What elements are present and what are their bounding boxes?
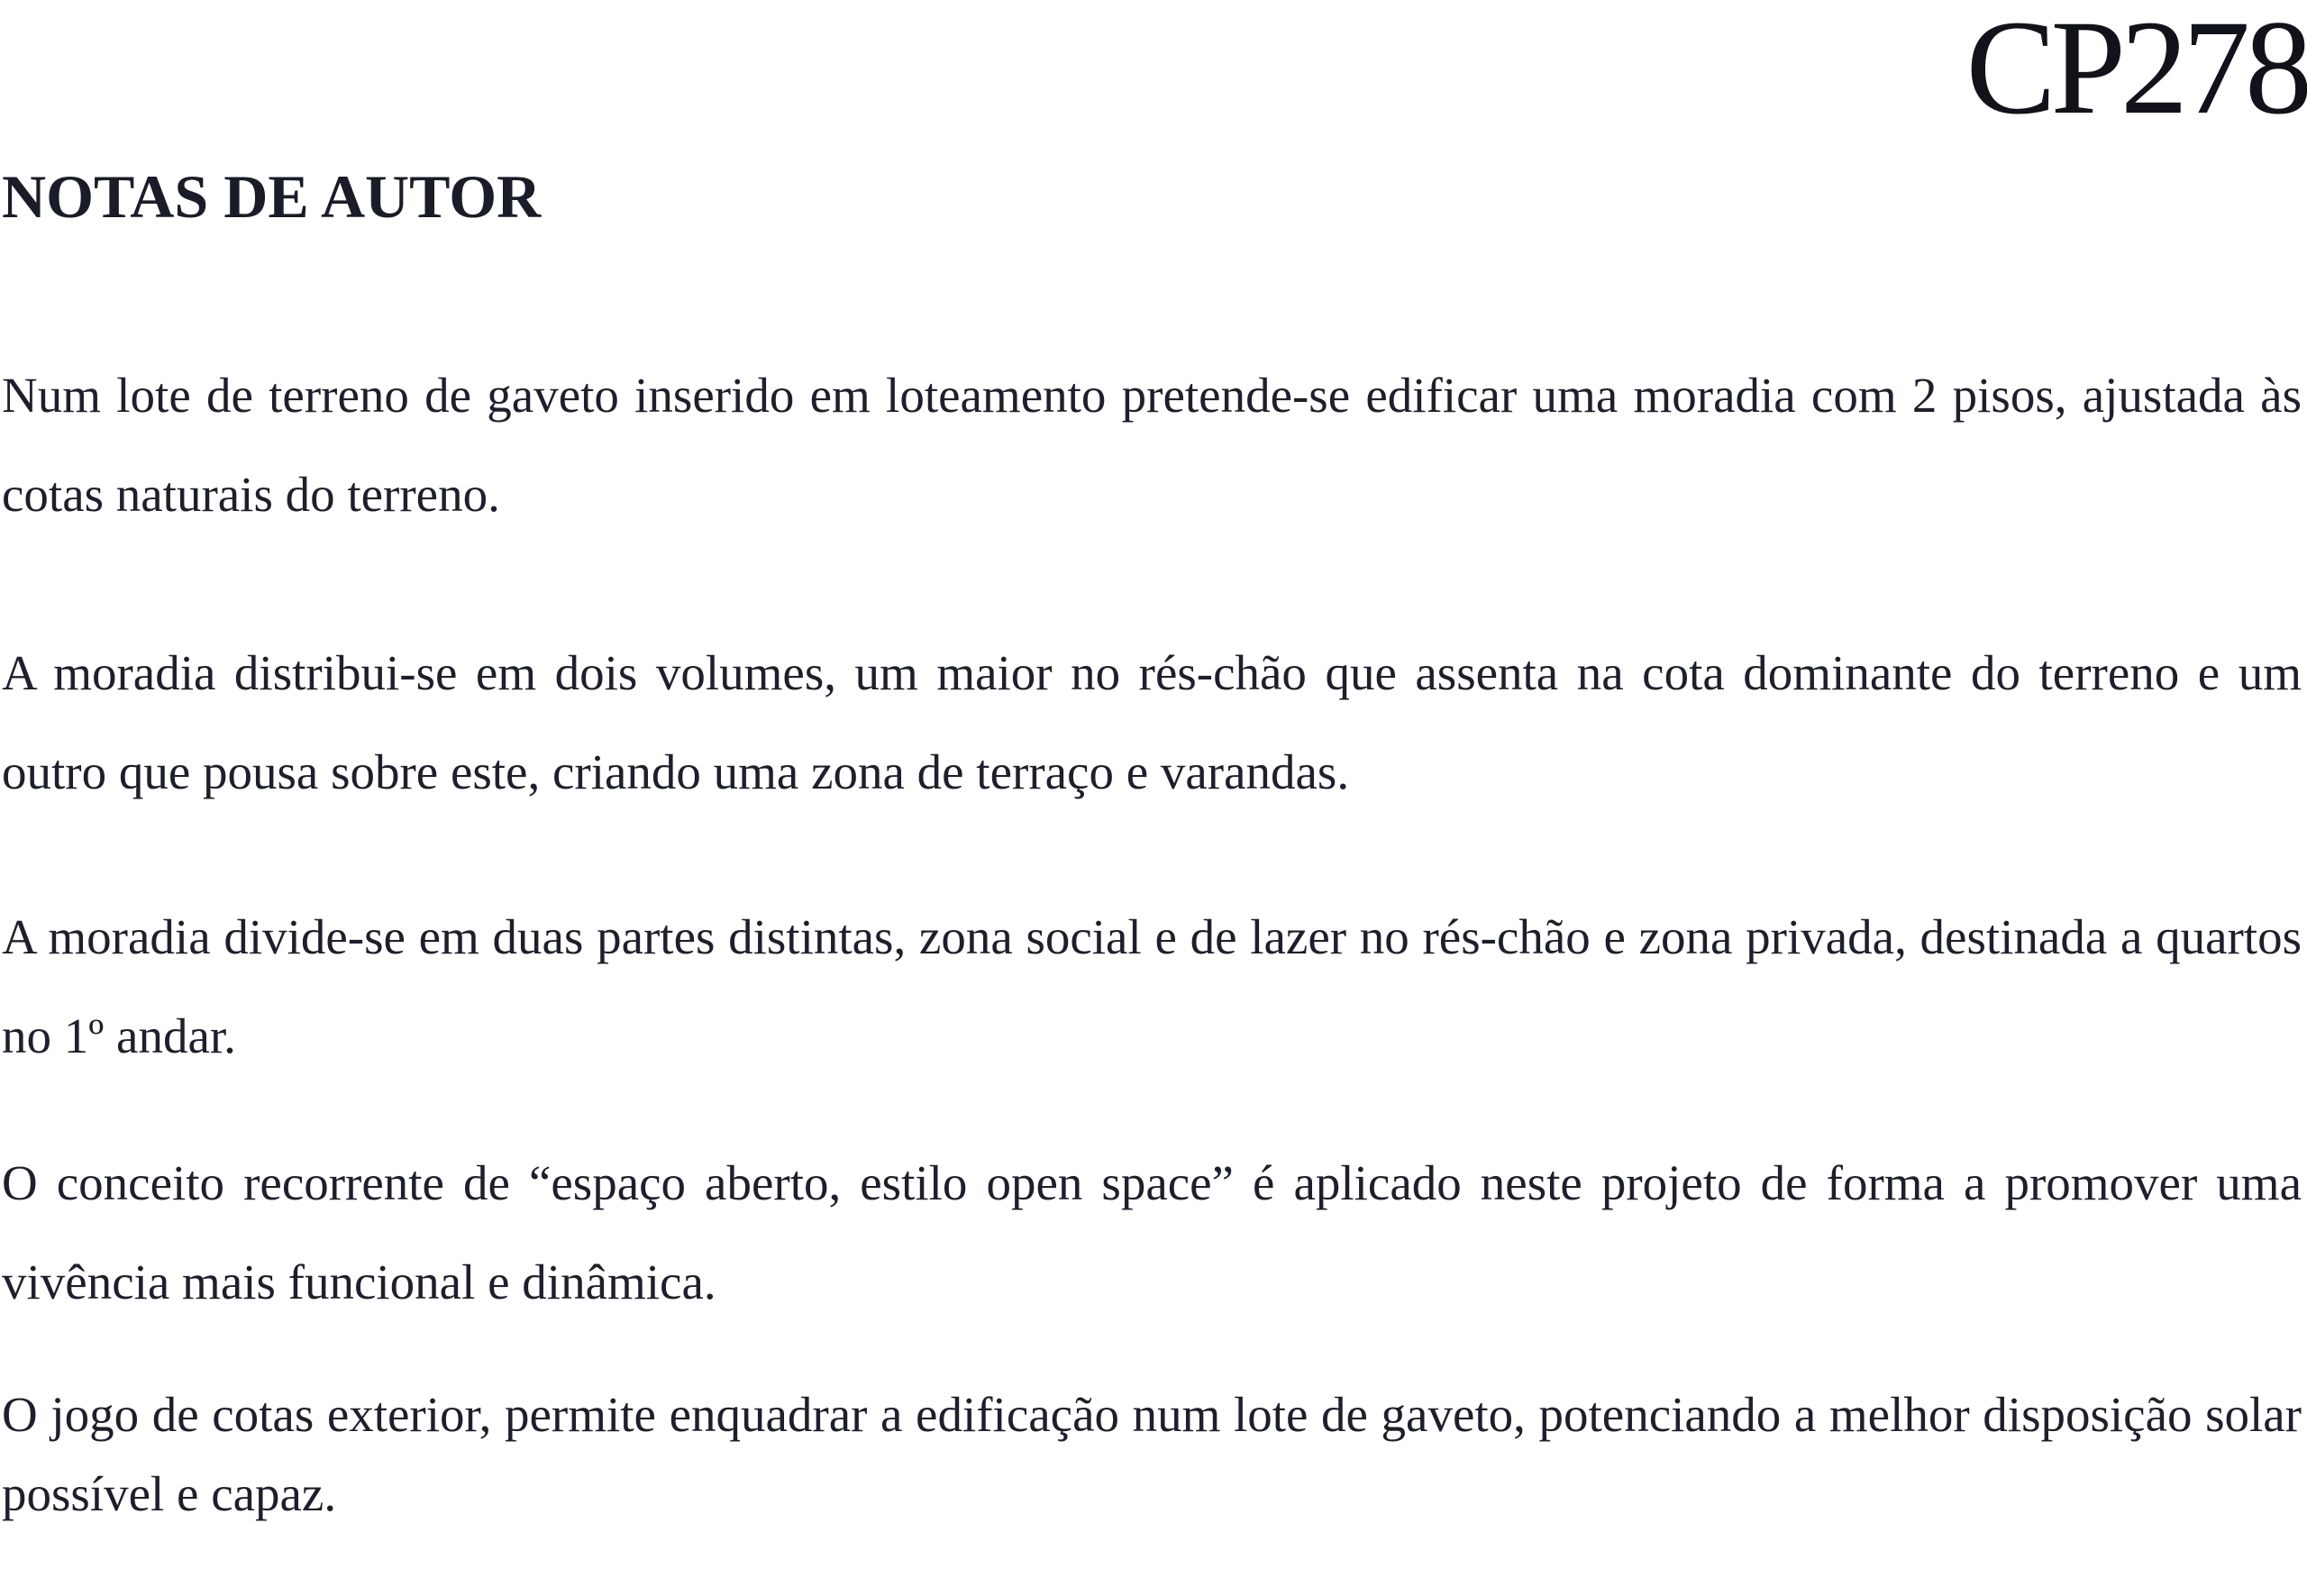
paragraph-3: A moradia divide-se em duas partes distintas, zona social e de lazer no rés-chão e zona privada, destinada a quartos no 1º andar. <box>2 909 2302 1063</box>
paragraph-5: O jogo de cotas exterior, permite enquadrar a edificação num lote de gaveto, potenciando a melhor disposição solar possível e capaz. <box>2 1387 2302 1521</box>
paragraph-2: A moradia distribui-se em dois volumes, um maior no rés-chão que assenta na cota dominante do terreno e um outro que pousa sobre este, criando uma zona de terraço e varandas. <box>2 645 2302 799</box>
paragraph-1: Num lote de terreno de gaveto inserido em loteamento pretende-se edificar uma moradia com 2 pisos, ajustada às cotas naturais do terreno. <box>2 368 2302 522</box>
document-code: CP278 <box>1965 0 2307 142</box>
paragraph-4: O conceito recorrente de “espaço aberto, estilo open space” é aplicado neste projeto de forma a promover uma vivência mais funcional e dinâmica. <box>2 1155 2302 1309</box>
section-title: NOTAS DE AUTOR <box>2 162 542 231</box>
